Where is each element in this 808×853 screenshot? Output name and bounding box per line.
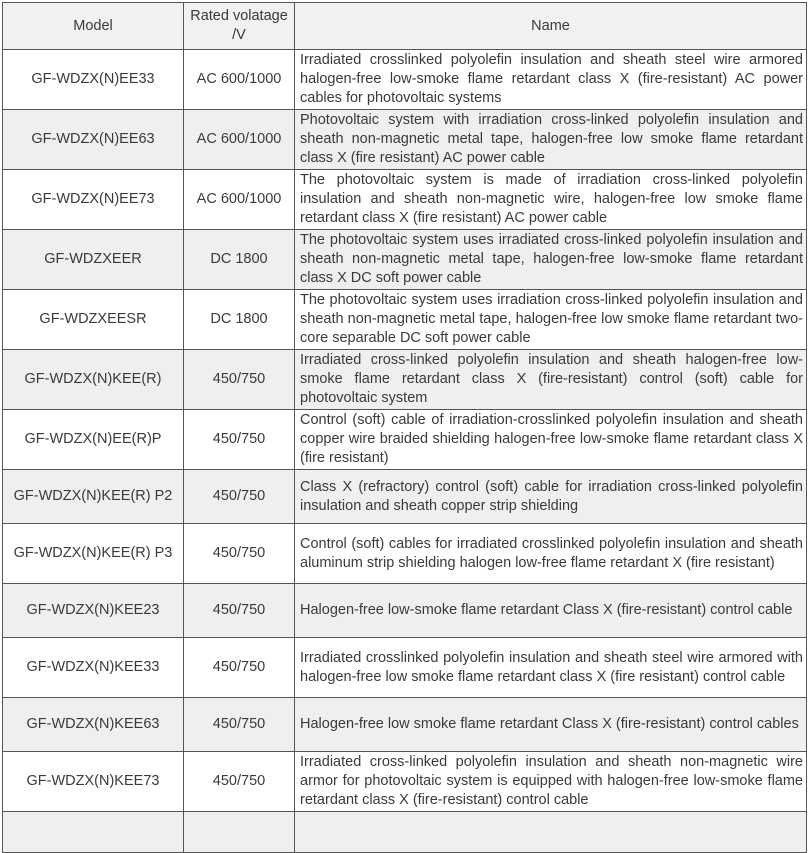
cell-name: Halogen-free low-smoke flame retardant Class X (fire-resistant) control cable: [295, 584, 807, 638]
cell-voltage: 450/750: [184, 584, 295, 638]
cell-name: The photovoltaic system uses irradiated cross-linked polyolefin insulation and sheath non-magnetic metal tape, halogen-free low-smoke flame retardant class X DC soft power cable: [295, 230, 807, 290]
table-row: [3, 752, 807, 812]
cell-model: GF-WDZX(N)KEE(R): [3, 350, 184, 410]
cell-voltage: 450/750: [184, 350, 295, 410]
cell-name: Photovoltaic system with irradiation cross-linked polyolefin insulation and sheath non-magnetic metal tape, halogen-free low smoke flame retardant class X (fire resistant) AC power cable: [295, 110, 807, 170]
cell-model: GF-WDZX(N)EE33: [3, 50, 184, 110]
cell-name: Class X (refractory) control (soft) cable for irradiation cross-linked polyolefin insulation and sheath copper strip shielding: [295, 470, 807, 524]
cell-model: GF-WDZX(N)EE73: [3, 170, 184, 230]
cell-empty: [184, 812, 295, 853]
cell-name: The photovoltaic system uses irradiation cross-linked polyolefin insulation and sheath non-magnetic metal tape, halogen-free low smoke flame retardant two-core separable DC soft power cable: [295, 290, 807, 350]
cell-model: GF-WDZX(N)KEE(R) P2: [3, 470, 184, 524]
table-row: [3, 170, 807, 230]
header-row: [3, 3, 807, 50]
cell-voltage: 450/750: [184, 524, 295, 584]
table-row: [3, 230, 807, 290]
table-row: [3, 698, 807, 752]
cell-model: GF-WDZX(N)KEE73: [3, 752, 184, 812]
cell-name: Irradiated crosslinked polyolefin insulation and sheath steel wire armored with halogen-free low smoke flame retardant class X (fire resistant) control cable: [295, 638, 807, 698]
cell-voltage: 450/750: [184, 752, 295, 812]
cell-model: GF-WDZX(N)KEE33: [3, 638, 184, 698]
cell-name: The photovoltaic system is made of irradiation cross-linked polyolefin insulation and sheath non-magnetic wire, halogen-free low smoke flame retardant class X (fire resistant) AC power cable: [295, 170, 807, 230]
cell-name: Halogen-free low smoke flame retardant Class X (fire-resistant) control cables: [295, 698, 807, 752]
cell-name: Control (soft) cable of irradiation-crosslinked polyolefin insulation and sheath copper wire braided shielding halogen-free low-smoke flame retardant class X (fire resistant): [295, 410, 807, 470]
cell-empty: [295, 812, 807, 853]
cell-model: GF-WDZXEER: [3, 230, 184, 290]
cell-model: GF-WDZX(N)KEE23: [3, 584, 184, 638]
table-row: [3, 350, 807, 410]
cell-voltage: 450/750: [184, 698, 295, 752]
cell-voltage: DC 1800: [184, 230, 295, 290]
cell-voltage: 450/750: [184, 470, 295, 524]
cell-voltage: DC 1800: [184, 290, 295, 350]
cell-model: GF-WDZX(N)KEE(R) P3: [3, 524, 184, 584]
cell-name: Irradiated cross-linked polyolefin insulation and sheath non-magnetic wire armor for photovoltaic system is equipped with halogen-free low-smoke flame retardant class X (fire-resistant) control cable: [295, 752, 807, 812]
table-row: [3, 470, 807, 524]
table-row: [3, 638, 807, 698]
header-name: Name: [295, 3, 807, 50]
cell-voltage: 450/750: [184, 410, 295, 470]
cell-voltage: 450/750: [184, 638, 295, 698]
table-row: [3, 410, 807, 470]
cell-model: GF-WDZXEESR: [3, 290, 184, 350]
cell-voltage: AC 600/1000: [184, 170, 295, 230]
header-rated-voltage: Rated volatage /V: [184, 3, 295, 50]
cell-name: Irradiated cross-linked polyolefin insulation and sheath halogen-free low-smoke flame retardant class X (fire-resistant) control (soft) cable for photovoltaic system: [295, 350, 807, 410]
cell-name: Control (soft) cables for irradiated crosslinked polyolefin insulation and sheath aluminum strip shielding halogen low-free flame retardant X (fire resistant): [295, 524, 807, 584]
table-row: [3, 110, 807, 170]
cable-spec-table: [2, 2, 807, 853]
cell-voltage: AC 600/1000: [184, 110, 295, 170]
cell-model: GF-WDZX(N)EE(R)P: [3, 410, 184, 470]
cell-model: GF-WDZX(N)EE63: [3, 110, 184, 170]
cell-model: GF-WDZX(N)KEE63: [3, 698, 184, 752]
table-row: [3, 584, 807, 638]
table-row: [3, 290, 807, 350]
cell-name: Irradiated crosslinked polyolefin insulation and sheath steel wire armored halogen-free low-smoke flame retardant class X (fire-resistant) AC power cables for photovoltaic systems: [295, 50, 807, 110]
table-row: [3, 524, 807, 584]
table-row: [3, 50, 807, 110]
table-row-empty: [3, 812, 807, 853]
header-model: Model: [3, 3, 184, 50]
cell-empty: [3, 812, 184, 853]
cell-voltage: AC 600/1000: [184, 50, 295, 110]
